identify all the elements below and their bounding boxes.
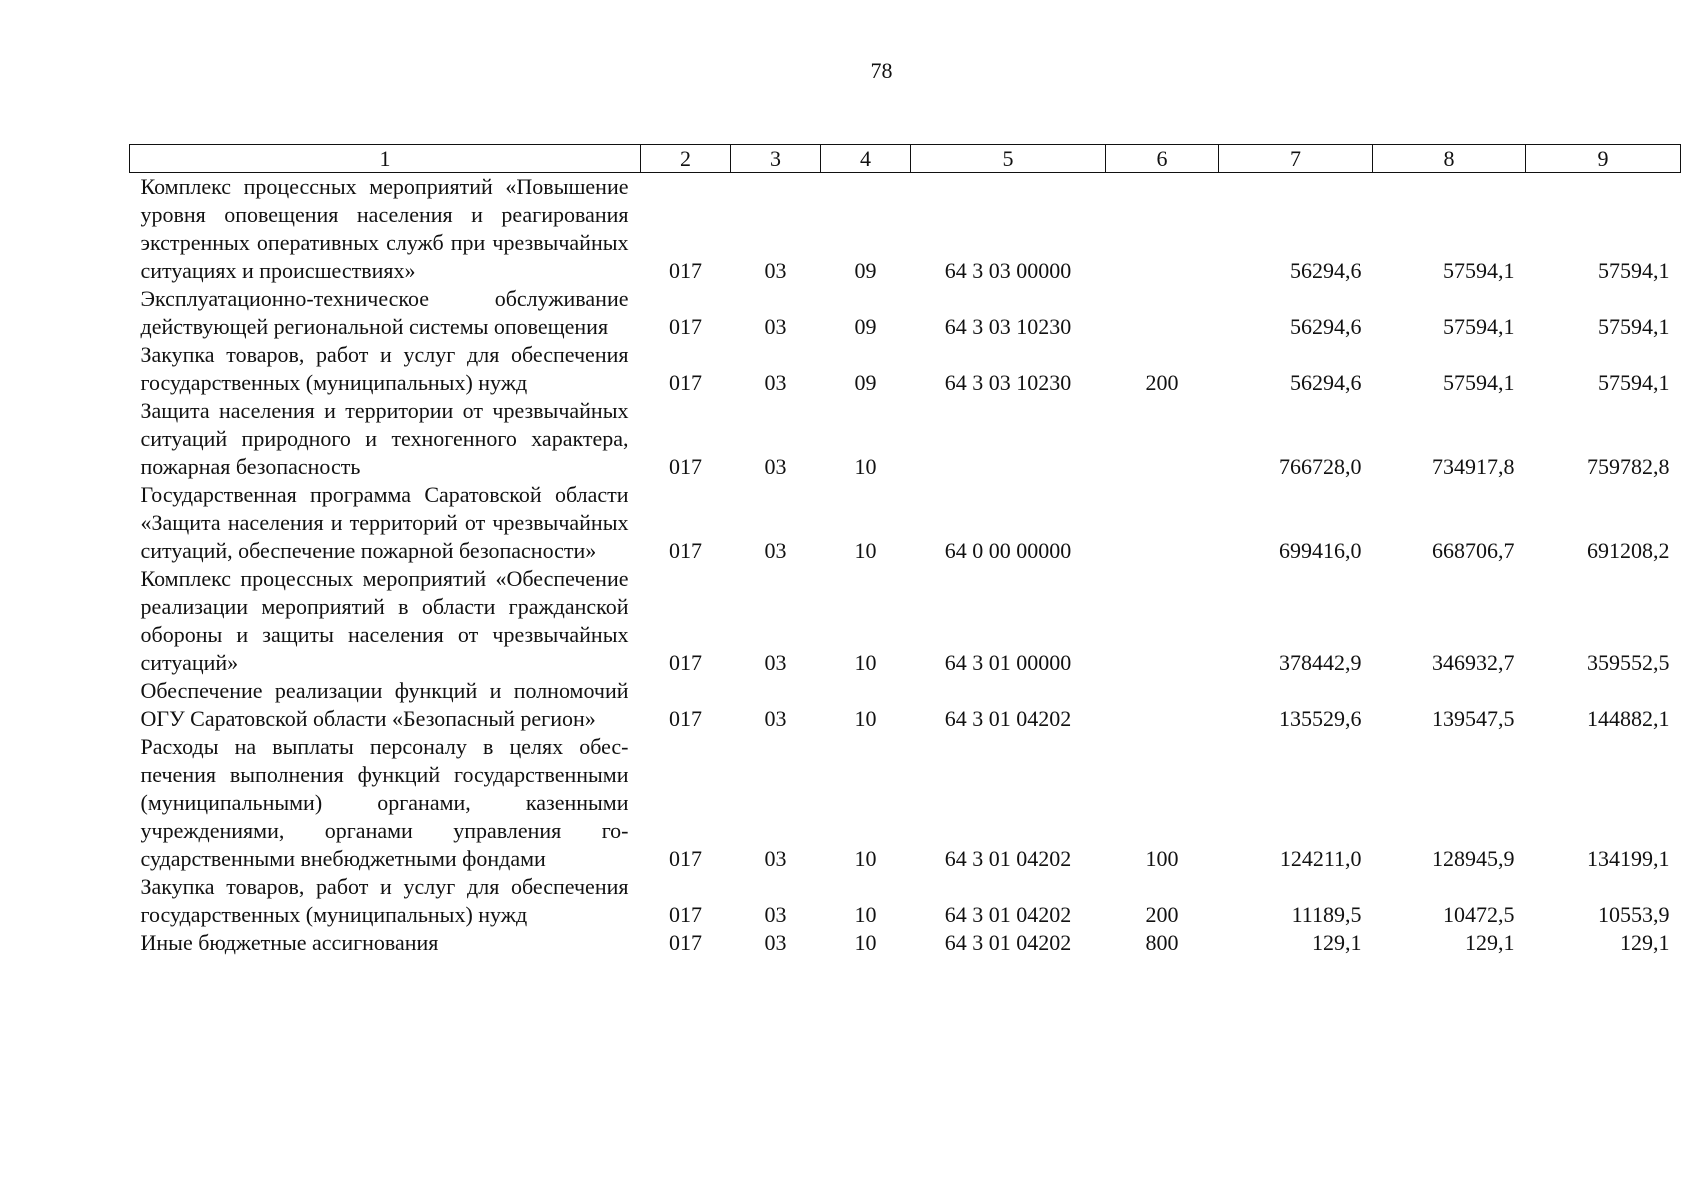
- header-cell-8: 8: [1373, 145, 1526, 173]
- section-code: 03: [764, 258, 787, 283]
- table-row: [130, 481, 1681, 565]
- amount-col-9: 129,1: [1620, 930, 1670, 955]
- amount-col-8: 57594,1: [1443, 314, 1515, 339]
- row-description: Комплекс процессных мероприятий «Повышение уровня оповещения населения и реагирования экстренных оперативных служб при чрезвычайных ситуациях и происшествиях»: [140, 174, 629, 283]
- header-row: [130, 145, 1681, 173]
- table-row: [130, 873, 1681, 929]
- expense-type-code: [1106, 285, 1219, 341]
- section-code: 03: [764, 370, 787, 395]
- subsection-code: 10: [854, 930, 877, 955]
- subsection-code: 10: [854, 538, 877, 563]
- ministry-code: 017: [669, 650, 702, 675]
- section-code: 03: [764, 902, 787, 927]
- amount-col-9: 134199,1: [1587, 846, 1670, 871]
- expense-type-code: 100: [1145, 846, 1179, 871]
- amount-col-9: 57594,1: [1598, 314, 1670, 339]
- amount-col-8: 129,1: [1465, 930, 1515, 955]
- expense-type-code: 800: [1145, 930, 1179, 955]
- amount-col-8: 10472,5: [1443, 902, 1515, 927]
- ministry-code: 017: [669, 258, 702, 283]
- header-cell-9: 9: [1526, 145, 1681, 173]
- table-row: [130, 565, 1681, 677]
- row-description: Расходы на выплаты персоналу в целях обеспечения выполнения функций государственными (муниципальными) органами, казенными учреждениями, органами управления государственными внебюджетными фондами: [140, 734, 629, 871]
- target-article-code: 64 3 03 10230: [944, 314, 1072, 339]
- expense-type-code: [1106, 173, 1219, 286]
- ministry-code: 017: [669, 314, 702, 339]
- ministry-code: 017: [669, 706, 702, 731]
- row-description: Иные бюджетные ассигнования: [140, 930, 439, 955]
- amount-col-7: 129,1: [1312, 930, 1362, 955]
- amount-col-8: 346932,7: [1432, 650, 1515, 675]
- amount-col-7: 766728,0: [1279, 454, 1362, 479]
- ministry-code: 017: [669, 538, 702, 563]
- expense-type-code: 200: [1145, 902, 1179, 927]
- target-article-code: 64 3 03 00000: [944, 258, 1072, 283]
- table-row: [130, 397, 1681, 481]
- row-description: Эксплуатационно-техническое обслуживание действующей региональной системы оповещения: [140, 286, 629, 339]
- amount-col-8: 139547,5: [1432, 706, 1515, 731]
- ministry-code: 017: [669, 846, 702, 871]
- expense-type-code: [1106, 565, 1219, 677]
- amount-col-9: 57594,1: [1598, 258, 1670, 283]
- amount-col-9: 144882,1: [1587, 706, 1670, 731]
- amount-col-7: 699416,0: [1279, 538, 1362, 563]
- table-row: [130, 929, 1681, 957]
- subsection-code: 09: [854, 314, 877, 339]
- amount-col-8: 668706,7: [1432, 538, 1515, 563]
- amount-col-9: 759782,8: [1587, 454, 1670, 479]
- expense-type-code: [1106, 677, 1219, 733]
- ministry-code: 017: [669, 370, 702, 395]
- amount-col-9: 57594,1: [1598, 370, 1670, 395]
- row-description: Обеспечение реализации функций и полномочий ОГУ Саратовской области «Безопасный регион»: [140, 678, 629, 731]
- subsection-code: 10: [854, 454, 877, 479]
- section-code: 03: [764, 846, 787, 871]
- expense-type-code: [1106, 481, 1219, 565]
- table-row: [130, 341, 1681, 397]
- subsection-code: 10: [854, 902, 877, 927]
- amount-col-8: 57594,1: [1443, 258, 1515, 283]
- section-code: 03: [764, 706, 787, 731]
- amount-col-8: 57594,1: [1443, 370, 1515, 395]
- amount-col-7: 11189,5: [1291, 902, 1362, 927]
- amount-col-7: 124211,0: [1279, 846, 1362, 871]
- page-number: 78: [870, 58, 893, 83]
- section-code: 03: [764, 314, 787, 339]
- header-cell-1: 1: [130, 145, 641, 173]
- amount-col-9: 10553,9: [1598, 902, 1670, 927]
- target-article-code: 64 3 01 04202: [944, 930, 1072, 955]
- subsection-code: 10: [854, 846, 877, 871]
- target-article-code: 64 3 01 04202: [944, 846, 1072, 871]
- header-cell-7: 7: [1219, 145, 1373, 173]
- subsection-code: 09: [854, 370, 877, 395]
- amount-col-7: 378442,9: [1279, 650, 1362, 675]
- amount-col-7: 56294,6: [1290, 314, 1362, 339]
- row-description: Государственная программа Саратовской области «Защита населения и территорий от чрезвычайных ситуаций, обеспечение пожарной безопасности»: [140, 482, 629, 563]
- row-description: Комплекс процессных мероприятий «Обеспечение реализации мероприятий в области гражданской обороны и защиты населения от чрезвычайных ситуаций»: [140, 566, 629, 675]
- amount-col-9: 691208,2: [1587, 538, 1670, 563]
- target-article-code: 64 3 01 04202: [944, 706, 1072, 731]
- budget-table: [129, 144, 1681, 957]
- target-article-code: [911, 397, 1106, 481]
- subsection-code: 09: [854, 258, 877, 283]
- target-article-code: 64 3 03 10230: [944, 370, 1072, 395]
- expense-type-code: 200: [1145, 370, 1179, 395]
- table-row: [130, 733, 1681, 873]
- expense-type-code: [1106, 397, 1219, 481]
- header-cell-3: 3: [731, 145, 821, 173]
- target-article-code: 64 0 00 00000: [944, 538, 1072, 563]
- row-description: Закупка товаров, работ и услуг для обеспечения государственных (муниципальных) нужд: [140, 342, 629, 395]
- section-code: 03: [764, 454, 787, 479]
- ministry-code: 017: [669, 454, 702, 479]
- row-description: Закупка товаров, работ и услуг для обеспечения государственных (муниципальных) нужд: [140, 874, 629, 927]
- table-row: [130, 173, 1681, 286]
- header-cell-2: 2: [641, 145, 731, 173]
- target-article-code: 64 3 01 04202: [944, 902, 1072, 927]
- amount-col-8: 734917,8: [1432, 454, 1515, 479]
- amount-col-7: 56294,6: [1290, 258, 1362, 283]
- amount-col-7: 135529,6: [1279, 706, 1362, 731]
- ministry-code: 017: [669, 902, 702, 927]
- table-row: [130, 285, 1681, 341]
- section-code: 03: [764, 650, 787, 675]
- subsection-code: 10: [854, 706, 877, 731]
- header-cell-5: 5: [911, 145, 1106, 173]
- subsection-code: 10: [854, 650, 877, 675]
- row-description: Защита населения и территории от чрезвычайных ситуаций природного и техногенного характера, пожарная безопасность: [140, 398, 629, 479]
- section-code: 03: [764, 538, 787, 563]
- target-article-code: 64 3 01 00000: [944, 650, 1072, 675]
- amount-col-9: 359552,5: [1587, 650, 1670, 675]
- section-code: 03: [764, 930, 787, 955]
- amount-col-7: 56294,6: [1290, 370, 1362, 395]
- ministry-code: 017: [669, 930, 702, 955]
- table-row: [130, 677, 1681, 733]
- amount-col-8: 128945,9: [1432, 846, 1515, 871]
- header-cell-4: 4: [821, 145, 911, 173]
- header-cell-6: 6: [1106, 145, 1219, 173]
